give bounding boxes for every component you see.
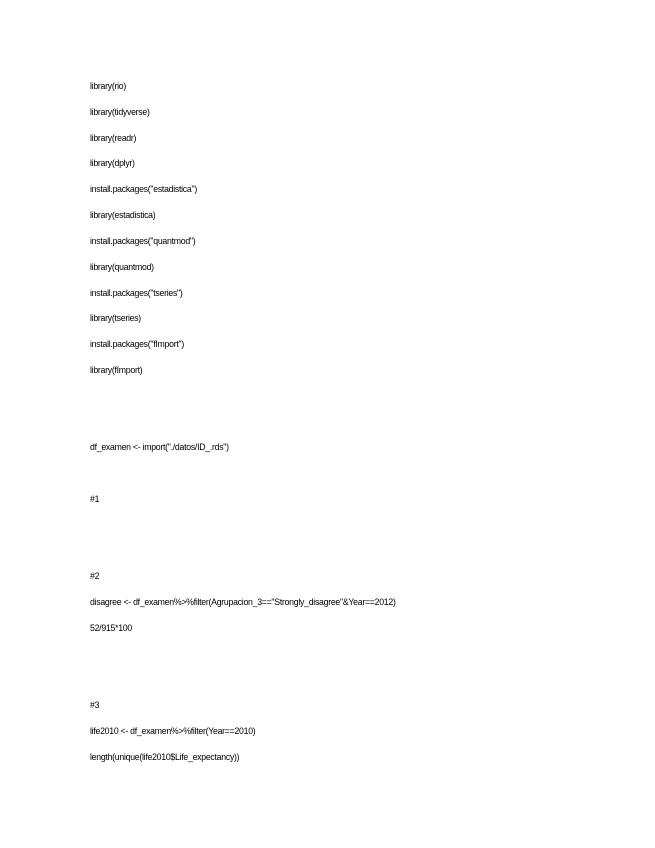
section-heading: #3: [90, 700, 100, 711]
code-line: library(quantmod): [90, 262, 154, 273]
code-line: life2010 <- df_examen%>%filter(Year==2010): [90, 726, 256, 737]
code-line: library(dplyr): [90, 158, 135, 169]
code-line: install.packages("tseries"): [90, 288, 183, 299]
code-line: library(tidyverse): [90, 107, 150, 118]
code-line: install.packages("estadistica"): [90, 184, 197, 195]
code-line: library(tseries): [90, 313, 141, 324]
code-line: disagree <- df_examen%>%filter(Agrupacion_3=="Strongly_disagree"&Year==2012): [90, 597, 396, 608]
code-line: length(unique(life2010$Life_expectancy)): [90, 752, 240, 763]
code-line: library(estadistica): [90, 210, 156, 221]
section-heading: #2: [90, 571, 100, 582]
code-line: df_examen <- import("./datos/ID_.rds"): [90, 442, 229, 453]
code-line: library(readr): [90, 133, 137, 144]
code-line: install.packages("quantmod"): [90, 236, 196, 247]
code-line: library(fImport): [90, 365, 143, 376]
code-line: install.packages("fImport"): [90, 339, 184, 350]
code-line: library(rio): [90, 81, 127, 92]
section-heading: #1: [90, 494, 100, 505]
code-line: 52/915*100: [90, 623, 132, 634]
